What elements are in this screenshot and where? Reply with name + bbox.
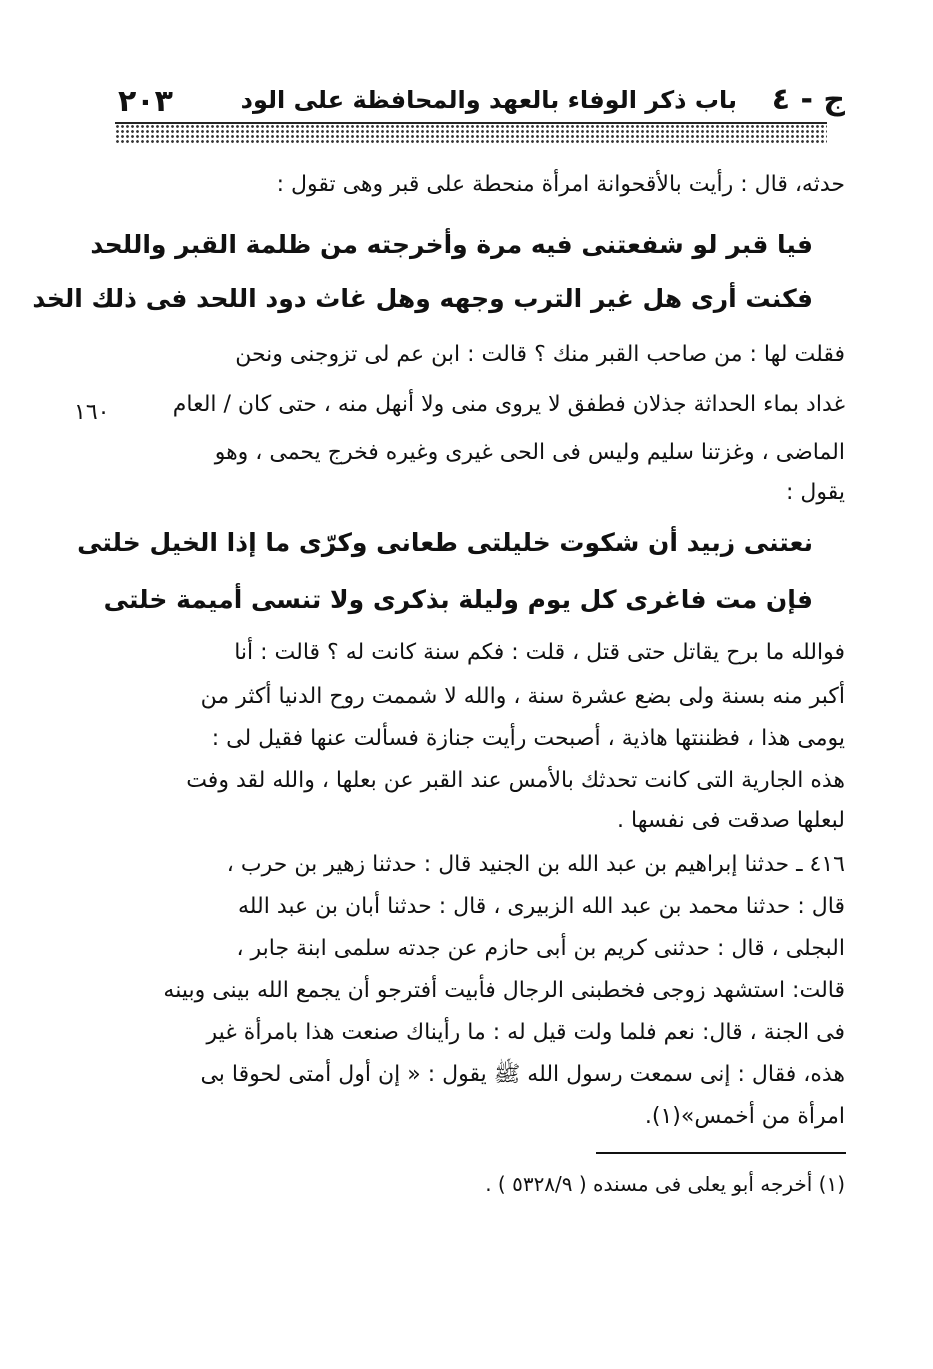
footnote: (١) أخرجه أبو يعلى فى مسنده ( ٥٣٢٨/٩ ) .	[485, 1172, 845, 1196]
text-line: لبعلها صدقت فى نفسها .	[617, 808, 845, 833]
page-number: ٢٠٣	[118, 84, 173, 119]
text-line: فى الجنة ، قال: نعم فلما ولت قيل له : ما رأيناك صنعت هذا بامرأة غير	[206, 1020, 845, 1045]
verse-line: فإن مت فاغرى كل يوم وليلة بذكرى ولا تنسى أميمة خلتى	[103, 585, 813, 614]
volume-label: ج - ٤	[771, 82, 845, 117]
verse-line: فكنت أرى هل غير الترب وجهه وهل غاث دود اللحد فى ذلك الخد	[32, 284, 813, 313]
hadith-number-line: ٤١٦ ـ حدثنا إبراهيم بن عبد الله بن الجنيد قال : حدثنا زهير بن حرب ،	[226, 852, 845, 877]
text-line: يقول :	[785, 480, 845, 505]
verse-line: فيا قبر لو شفعتنى فيه مرة وأخرجته من ظلمة القبر واللحد	[90, 230, 813, 259]
text-line: أكبر منه بسنة ولى بضع عشرة سنة ، والله لا شممت روح الدنيا أكثر من	[200, 684, 845, 709]
text-line: حدثه، قال : رأيت بالأقحوانة امرأة منحطة على قبر وهى تقول :	[276, 172, 845, 197]
text-line: يومى هذا ، فظننتها هاذية ، أصبحت رأيت جنازة فسألت عنها فقيل لى :	[211, 726, 845, 751]
verse-line: نعتنى زبيد أن شكوت خليلتى طعانى وكرّى ما إذا الخيل خلتى	[77, 528, 813, 557]
footnote-separator	[596, 1152, 846, 1154]
text-line: هذه الجارية التى كانت تحدثك بالأمس عند القبر عن بعلها ، والله لقد وفت	[186, 768, 845, 793]
text-line: قال : حدثنا محمد بن عبد الله الزبيرى ، قال : حدثنا أبان بن عبد الله	[237, 894, 845, 919]
text-line: قالت: استشهد زوجى فخطبنى الرجال فأبيت أفترجو أن يجمع الله بينى وبينه	[163, 978, 845, 1003]
header-ornament	[115, 124, 827, 144]
text-line: هذه، فقال : إنى سمعت رسول الله ﷺ يقول : « إن أول أمتى لحوقا بى	[200, 1062, 845, 1087]
running-header	[118, 82, 845, 122]
text-line: امرأة من أخمس»(١).	[644, 1104, 845, 1129]
text-line: فوالله ما برح يقاتل حتى قتل ، قلت : فكم سنة كانت له ؟ قالت : أنا	[234, 640, 845, 665]
margin-number: ١٦٠	[74, 400, 110, 425]
text-line: الماضى ، وغزتنا سليم وليس فى الحى غيرى وغيره فخرج يحمى ، وهو	[214, 440, 845, 465]
text-line: غداد بماء الحداثة جذلان فطفق لا يروى منى ولا أنهل منه ، حتى كان / العام	[172, 392, 845, 417]
text-line: فقلت لها : من صاحب القبر منك ؟ قالت : ابن عم لى تزوجنى ونحن	[235, 342, 845, 367]
chapter-title: باب ذكر الوفاء بالعهد والمحافظة على الود	[240, 86, 737, 114]
text-line: البجلى ، قال : حدثنى كريم بن أبى حازم عن جدته سلمى ابنة جابر ،	[236, 936, 845, 961]
